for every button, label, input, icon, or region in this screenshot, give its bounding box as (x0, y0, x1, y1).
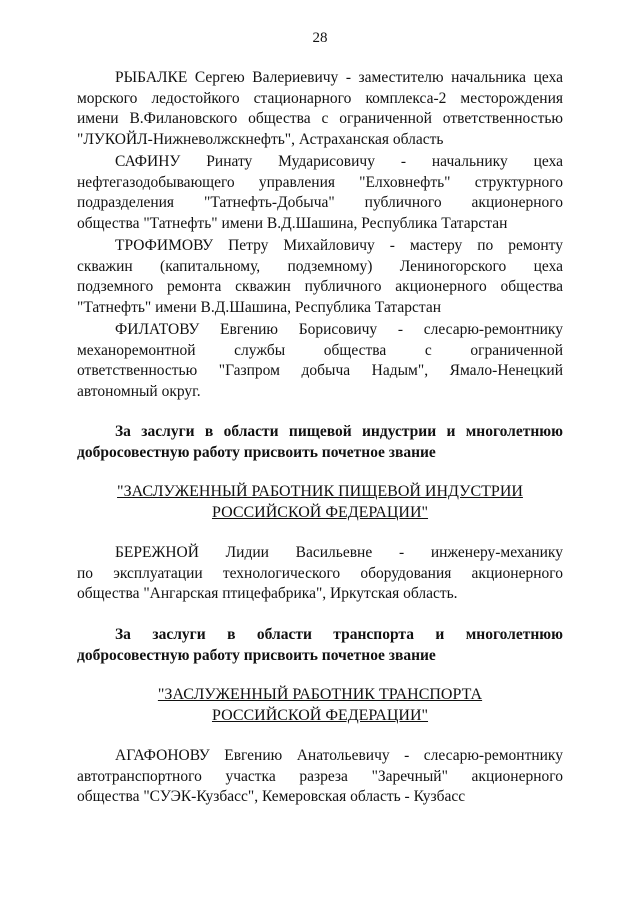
paragraph-line: имени В.Филановского общества с ограниченной ответственностью (77, 110, 563, 128)
paragraph-line: "ЛУКОЙЛ-Нижневолжскнефть", Астраханская область (77, 130, 444, 148)
title-line: РОССИЙСКОЙ ФЕДЕРАЦИИ" (211, 504, 429, 521)
title-line: "ЗАСЛУЖЕННЫЙ РАБОТНИК ТРАНСПОРТА (157, 686, 483, 703)
title-line: "ЗАСЛУЖЕННЫЙ РАБОТНИК ПИЩЕВОЙ ИНДУСТРИИ (117, 483, 523, 500)
awardee-paragraph-agafonov (77, 746, 563, 808)
page-number: 28 (312, 30, 328, 46)
paragraph-line: САФИНУ Ринату Мударисовичу - начальнику цеха (115, 153, 563, 170)
awardee-paragraph-trofimov (77, 236, 563, 318)
paragraph-line: автономный округ. (77, 382, 201, 400)
paragraph-line: ФИЛАТОВУ Евгению Борисовичу - слесарю-ремонтнику (115, 321, 563, 338)
paragraph-line: подразделения "Татнефть-Добыча" публичного акционерного (77, 194, 563, 212)
paragraph-line: общества "Татнефть" имени В.Д.Шашина, Республика Татарстан (77, 214, 508, 232)
intro-line: За заслуги в области пищевой индустрии и многолетнюю (115, 423, 563, 440)
title-line: РОССИЙСКОЙ ФЕДЕРАЦИИ" (211, 707, 429, 724)
paragraph-line: скважин (капитальному, подземному) Лениногорского цеха (77, 257, 563, 275)
awardee-paragraph-rybalka (77, 68, 563, 150)
section-intro-transport (77, 625, 563, 666)
paragraph-line: БЕРЕЖНОЙ Лидии Васильевне - инженеру-механику (115, 544, 563, 561)
paragraph-line: подземного ремонта скважин публичного акционерного общества (77, 278, 563, 296)
paragraph-line: нефтегазодобывающего управления "Елховнефть" структурного (77, 173, 563, 191)
section-intro-food (77, 422, 563, 463)
paragraph-line: механоремонтной службы общества с ограниченной (77, 341, 563, 359)
awardee-paragraph-berezhnaya (77, 543, 563, 605)
paragraph-line: "Татнефть" имени В.Д.Шашина, Республика Татарстан (77, 298, 442, 316)
honorary-title-food (77, 481, 563, 523)
paragraph-line: РЫБАЛКЕ Сергею Валериевичу - заместителю начальника цеха (115, 69, 563, 86)
intro-line: добросовестную работу присвоить почетное звание (77, 646, 436, 664)
paragraph-line: общества "Ангарская птицефабрика", Иркутская область. (77, 585, 458, 603)
paragraph-line: АГАФОНОВУ Евгению Анатольевичу - слесарю-ремонтнику (115, 747, 563, 764)
intro-line: За заслуги в области транспорта и многолетнюю (115, 626, 563, 643)
paragraph-line: ТРОФИМОВУ Петру Михайловичу - мастеру по ремонту (115, 237, 563, 254)
paragraph-line: общества "СУЭК-Кузбасс", Кемеровская область - Кузбасс (77, 788, 466, 806)
paragraph-line: ответственностью "Газпром добыча Надым", Ямало-Ненецкий (77, 362, 563, 380)
paragraph-line: автотранспортного участка разреза "Заречный" акционерного (77, 767, 563, 785)
awardee-paragraph-safin (77, 152, 563, 234)
honorary-title-transport (77, 684, 563, 726)
awardee-paragraph-filatov (77, 320, 563, 402)
paragraph-line: по эксплуатации технологического оборудования акционерного (77, 564, 563, 582)
intro-line: добросовестную работу присвоить почетное звание (77, 443, 436, 461)
paragraph-line: морского ледостойкого стационарного комплекса-2 месторождения (77, 89, 563, 107)
